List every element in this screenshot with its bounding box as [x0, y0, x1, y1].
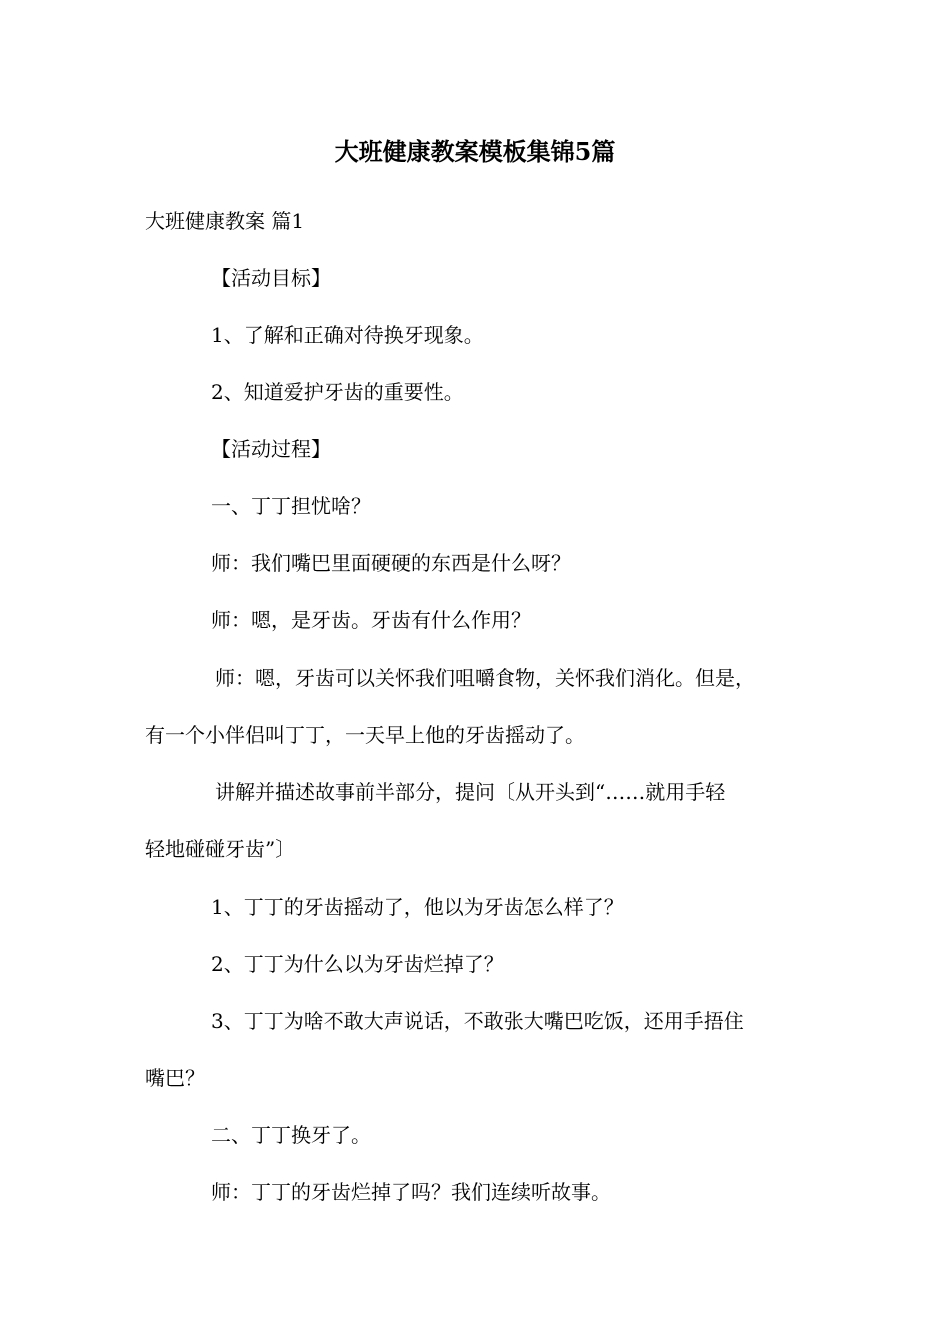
document-title: 大班健康教案模板集锦5篇: [334, 137, 616, 166]
paragraph-goal-2: 2、知道爱护牙齿的重要性。: [211, 380, 464, 404]
paragraph-story-instruction: 讲解并描述故事前半部分，提问〔从开头到“……就用手轻: [215, 780, 726, 804]
paragraph-goal-1: 1、了解和正确对待换牙现象。: [211, 323, 484, 347]
section-heading: 大班健康教案 篇1: [145, 209, 305, 233]
paragraph-activity-process-heading: 【活动过程】: [211, 437, 331, 461]
paragraph-teacher-question-3: 师：丁丁的牙齿烂掉了吗？我们连续听故事。: [211, 1180, 611, 1204]
paragraph-step-1: 一、丁丁担忧啥？: [211, 494, 371, 518]
paragraph-question-3: 3、丁丁为啥不敢大声说话，不敢张大嘴巴吃饭，还用手捂住: [211, 1009, 744, 1033]
paragraph-question-3-cont: 嘴巴？: [145, 1066, 205, 1090]
paragraph-question-2: 2、丁丁为什么以为牙齿烂掉了？: [211, 952, 504, 976]
paragraph-activity-goals-heading: 【活动目标】: [211, 266, 331, 290]
paragraph-teacher-explanation: 师：嗯，牙齿可以关怀我们咀嚼食物，关怀我们消化。但是，: [215, 666, 755, 690]
paragraph-teacher-question-1: 师：我们嘴巴里面硬硬的东西是什么呀？: [211, 551, 571, 575]
paragraph-story-instruction-cont: 轻地碰碰牙齿”〕: [145, 837, 296, 861]
paragraph-teacher-explanation-cont: 有一个小伴侣叫丁丁，一天早上他的牙齿摇动了。: [145, 723, 585, 747]
paragraph-step-2: 二、丁丁换牙了。: [211, 1123, 371, 1147]
paragraph-teacher-question-2: 师：嗯，是牙齿。牙齿有什么作用？: [211, 608, 531, 632]
paragraph-question-1: 1、丁丁的牙齿摇动了，他以为牙齿怎么样了？: [211, 895, 624, 919]
